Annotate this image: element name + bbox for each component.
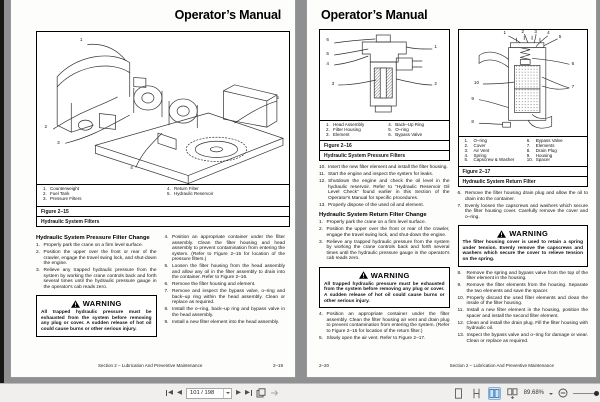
- legend-item: 3. Element: [326, 131, 350, 137]
- callout-number: 3: [57, 140, 60, 146]
- viewer-toolbar: [0, 383, 600, 402]
- procedure-step: 11. Install a new filter element in the housing, position the spacer and install the second filter element.: [457, 308, 588, 319]
- footer-section: Section 2 – Lubrication And Preventive Maintenance: [98, 363, 203, 368]
- procedure-step: 4. Position an appropriate container under the filter assembly. Clean the filter housing and head assembly to prevent contamination from entering the system. (Refer to Figure 2–15 for location of the pressure filters.): [164, 235, 285, 263]
- procedure-step: 9. Install a new filter element into the head assembly.: [164, 319, 280, 325]
- callout-number: 4: [326, 61, 329, 67]
- procedure-step: 3. Relieve any trapped hydraulic pressure from the system by working the crane controls back and forth several times until the hydraulic pressure gauge in the operator's cab reads zero.: [319, 239, 450, 262]
- section-heading: Hydraulic System Return Filter Change: [319, 212, 427, 219]
- legend-item: 9. Housing: [526, 152, 553, 158]
- previous-view-button[interactable]: [256, 387, 266, 399]
- procedure-steps: [319, 312, 450, 341]
- pressure-filter-illustration: [320, 30, 449, 120]
- procedure-step: 9. Remove the filter elements from the housing. Separate the two elements and save the spacer.: [457, 283, 588, 294]
- figure-number: Figure 2–15: [41, 208, 69, 215]
- procedure-steps: [458, 271, 589, 345]
- legend-item: 5. O–ring: [388, 126, 409, 132]
- callout-number: 5: [276, 94, 279, 100]
- callout-number: 2: [44, 123, 48, 129]
- document-page-left: [10, 0, 296, 378]
- procedure-steps: [319, 220, 450, 262]
- single-page-icon: [454, 388, 463, 399]
- figure-legend: [37, 184, 289, 206]
- legend-item: 6. Bypass Valve: [388, 131, 423, 137]
- callout-number: 6: [326, 37, 329, 43]
- section-heading: Hydraulic System Pressure Filter Change: [36, 235, 150, 241]
- procedure-step: 1. Properly park the crane on a firm level surface.: [319, 220, 426, 226]
- zoom-out-icon: [558, 388, 568, 398]
- dropdown-caret-icon[interactable]: [226, 392, 230, 396]
- last-page-button[interactable]: [245, 387, 252, 399]
- procedure-step: 2. Position the upper over the front or rear of the crawler, engage the travel swing lock, and shut-down the engine.: [319, 227, 450, 238]
- callout-number: 3: [534, 29, 537, 34]
- procedure-step: 2. Position the upper over the front or rear of the crawler, engage the travel swing lock, and shut-down the engine.: [36, 250, 157, 267]
- procedure-step: 11. Start the engine and inspect the system for leaks.: [319, 172, 434, 178]
- previous-page-button[interactable]: [177, 387, 182, 399]
- page-title: Operator’s Manual: [321, 8, 428, 22]
- page-footer: [319, 363, 582, 368]
- figure-title: Hydraulic System Filters: [37, 216, 289, 226]
- divider: [223, 389, 224, 398]
- warning-triangle-icon: [359, 271, 368, 279]
- callout-number: 6: [571, 60, 575, 66]
- footer-section: Section 2 – Lubrication And Preventive Maintenance: [449, 363, 554, 368]
- procedure-steps: [165, 235, 286, 325]
- next-page-button[interactable]: [236, 387, 241, 399]
- warning-triangle-icon: [497, 230, 506, 238]
- procedure-step: 6. Remove the filter housing and element.: [164, 282, 256, 288]
- zoom-slider[interactable]: [573, 388, 599, 398]
- figure-title: Hydraulic System Return Filter: [459, 176, 588, 186]
- warning-box: [319, 267, 450, 309]
- procedure-step: 13. Inspect the bypass valve and o–ring for damage or wear. Clean or replace as required.: [457, 333, 588, 344]
- figure-2-17: [458, 29, 589, 187]
- warning-text: All trapped hydraulic pressure must be exhausted from the system before removing any plug or cover. A sudden release of hot oil could cause burns or other serious injury.: [324, 281, 445, 304]
- procedure-step: 5. Loosen the filter housing from the head assembly and allow any oil in the filter assembly to drain into the container. Refer to Figure 2–16.: [164, 264, 285, 281]
- callout-number: 2: [434, 81, 437, 87]
- legend-item: 8. Drain Plug: [526, 147, 557, 153]
- figure-number: Figure 2–17: [462, 168, 491, 175]
- two-page-view-button[interactable]: [488, 387, 501, 400]
- legend-item: 3. Air Vent: [464, 147, 490, 153]
- view-zoom-group: [452, 384, 599, 402]
- legend-item: 4. Back–Up Ring: [388, 122, 425, 127]
- callout-number: 1: [434, 44, 437, 50]
- figure-number: Figure 2–16: [324, 142, 352, 149]
- legend-item: 2. Fuel Tank: [43, 190, 70, 196]
- next-page-icon: ▶: [236, 388, 241, 396]
- callout-number: 4: [547, 30, 550, 36]
- callout-number: 5: [326, 50, 329, 56]
- callout-number: 2: [521, 29, 525, 34]
- callout-number: 5: [558, 34, 562, 40]
- legend-item: 1. Counterweight: [43, 186, 80, 191]
- procedure-step: 7. Evenly loosen the capscrews and washers which secure the filter housing cover. Carefully remove the cover and o–ring.: [457, 203, 588, 220]
- procedure-step: 10. Insert the new filter element and install the filter housing.: [319, 165, 448, 170]
- legend-item: 10. Spacer: [526, 157, 551, 163]
- legend-item: 1. Head Assembly: [326, 122, 365, 127]
- warning-title: WARNING: [370, 270, 410, 280]
- page-navigation-group: [166, 384, 280, 402]
- warning-triangle-icon: [71, 300, 80, 308]
- warning-text: All trapped hydraulic pressure must be exhausted from the system before removing any plug or cover. A sudden release of hot oil could cause burns or other serious injury.: [41, 310, 152, 333]
- crane-deck-illustration: [37, 32, 289, 184]
- warning-title: WARNING: [509, 229, 549, 239]
- first-page-icon: [166, 390, 167, 396]
- procedure-step: 12. Clean and install the drain plug. Fill the filter housing with hydraulic oil.: [457, 320, 588, 332]
- last-page-icon: ▶: [245, 388, 250, 396]
- first-page-icon: ◀: [168, 388, 173, 396]
- next-view-icon: [270, 388, 280, 398]
- continuous-view-button[interactable]: [470, 387, 483, 400]
- warning-box: [36, 295, 157, 337]
- warning-text: The filter housing cover is used to retain a spring under tension. Evenly remove the capscrews and washers which secure the cover to relieve tension on the spring.: [462, 240, 583, 263]
- callout-number: 9: [471, 95, 474, 101]
- legend-item: 4. Return Filter: [167, 186, 199, 191]
- previous-page-icon: ◀: [177, 388, 182, 396]
- zoom-out-button[interactable]: [558, 387, 568, 399]
- callout-number: 10: [473, 79, 480, 85]
- window-edge: [0, 0, 4, 401]
- procedure-step: 8. Remove the spring and bypass valve from the top of the filter element in the housing.: [457, 270, 588, 282]
- legend-item: 5. Capscrew & Washer: [464, 157, 515, 163]
- two-page-continuous-view-button[interactable]: [506, 387, 519, 400]
- zoom-dropdown-caret-icon[interactable]: [549, 393, 553, 397]
- procedure-steps: [36, 243, 157, 290]
- page-title: Operator’s Manual: [174, 8, 281, 22]
- page-footer: [36, 363, 283, 368]
- legend-item: 7. Elements: [526, 142, 555, 148]
- next-view-button[interactable]: [270, 387, 280, 399]
- procedure-step: 4. Position an appropriate container under the filter assembly. Clean the filter housing air vent and drain plug to prevent contamination from entering the system. (Refer to Figure 2–15 for location of the return filter.): [319, 312, 450, 334]
- legend-item: 4. Spring: [464, 152, 487, 158]
- last-page-icon: [251, 390, 252, 396]
- procedure-step: 8. Install the o–ring, back–up ring and bypass valve in the head assembly.: [164, 307, 285, 318]
- procedure-step: 12. Shutdown the engine and check the oil level in the hydraulic reservoir. Refer to “Hydraulic Reservoir Oil Level Check” found earlier in this Section of the Operator's Manual for specific procedures.: [319, 179, 450, 201]
- return-filter-illustration: [459, 30, 588, 136]
- callout-number: 3: [331, 81, 335, 87]
- legend-item: 5. Hydraulic Reservoir: [167, 190, 214, 196]
- legend-item: 1. O–ring: [464, 138, 488, 143]
- page-number-input[interactable]: [187, 390, 223, 396]
- warning-title: WARNING: [82, 299, 122, 309]
- figure-legend: [459, 136, 588, 166]
- callout-number: 8: [471, 119, 474, 125]
- legend-item: 2. Filter Housing: [326, 126, 361, 132]
- previous-view-icon: [256, 388, 266, 398]
- callout-number: 1: [503, 30, 507, 36]
- procedure-step: 5. Slowly open the air vent. Refer to Figure 2–17.: [319, 335, 426, 341]
- procedure-step: 13. Properly dispose of the used oil and element.: [319, 202, 424, 208]
- figure-legend: [320, 120, 449, 140]
- zoom-percent-value[interactable]: 89.68%: [523, 390, 544, 396]
- figure-2-16: [319, 29, 450, 161]
- two-page-scroll-icon: [507, 388, 518, 399]
- two-page-view-icon: [489, 388, 500, 399]
- legend-item: 6. Bypass Valve: [526, 138, 563, 143]
- procedure-steps: [458, 191, 589, 220]
- footer-page-number: 2–19: [272, 363, 283, 368]
- continuous-scroll-icon: [472, 388, 481, 399]
- single-page-view-button[interactable]: [452, 387, 465, 400]
- warning-box: [458, 225, 589, 267]
- figure-title: Hydraulic System Pressure Filters: [320, 150, 449, 160]
- callout-number: 7: [571, 84, 575, 90]
- procedure-steps: [319, 165, 450, 208]
- zoom-slider-handle[interactable]: [594, 391, 599, 396]
- procedure-step: 3. Relieve any trapped hydraulic pressure from the system by working the crane controls back and forth several times until the hydraulic pressure gauge in the operator's cab reads zero.: [36, 268, 157, 290]
- page-number-field[interactable]: [186, 388, 232, 399]
- figure-2-15: [36, 31, 290, 227]
- procedure-step: 7. Remove and inspect the bypass valve, o–ring and back–up ring within the head assembly. Clean or replace as required.: [164, 289, 285, 306]
- callout-number: 1: [79, 37, 83, 43]
- footer-page-number: 2–20: [319, 363, 330, 368]
- first-page-button[interactable]: [166, 387, 173, 399]
- procedure-step: 1. Properly park the crane on a firm level surface.: [36, 243, 143, 248]
- callout-number: 4: [130, 164, 133, 170]
- document-page-right: [306, 0, 597, 378]
- procedure-step: 6. Remove the filter housing drain plug and allow the oil to drain into the container.: [457, 191, 588, 202]
- legend-item: 2. Cover: [464, 142, 486, 148]
- legend-item: 3. Pressure Filters: [43, 195, 82, 201]
- procedure-step: 10. Properly discard the used filter elements and clean the inside of the filter housing.: [457, 295, 588, 307]
